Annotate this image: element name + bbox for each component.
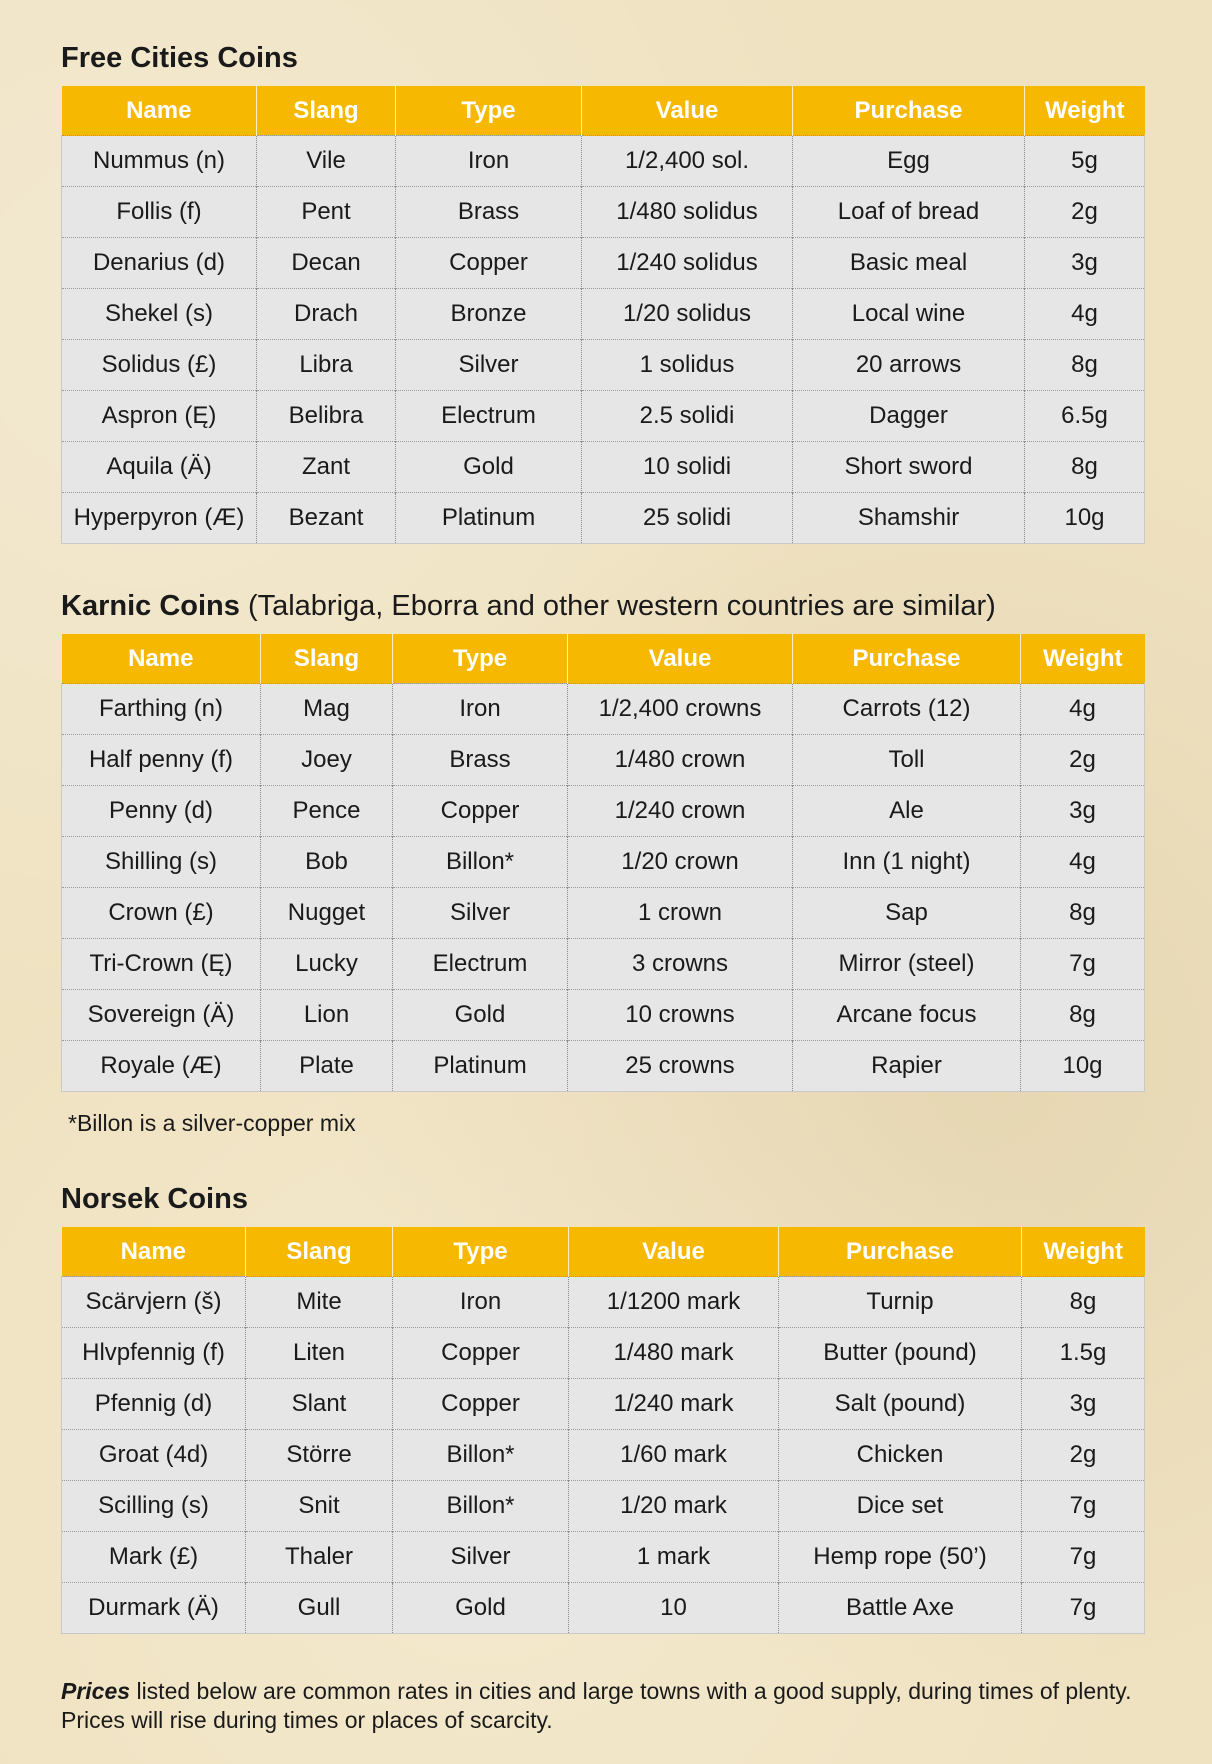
cell-weight: 2g — [1025, 187, 1145, 238]
cell-weight: 10g — [1025, 493, 1145, 544]
col-header-value: Value — [582, 86, 793, 136]
cell-purchase: Dice set — [779, 1481, 1022, 1532]
cell-type: Platinum — [396, 493, 582, 544]
cell-purchase: Local wine — [793, 289, 1025, 340]
cell-name: Groat (4d) — [62, 1430, 246, 1481]
cell-weight: 3g — [1025, 238, 1145, 289]
cell-name: Scilling (s) — [62, 1481, 246, 1532]
cell-slang: Plate — [261, 1041, 393, 1092]
cell-value: 10 — [569, 1583, 779, 1634]
cell-type: Iron — [396, 136, 582, 187]
cell-weight: 4g — [1025, 289, 1145, 340]
section-title: Karnic Coins (Talabriga, Eborra and other western countries are similar) — [61, 590, 996, 622]
cell-weight: 7g — [1022, 1481, 1145, 1532]
cell-name: Aquila (Ä) — [62, 442, 257, 493]
cell-purchase: 20 arrows — [793, 340, 1025, 391]
table-row — [62, 1277, 1145, 1328]
cell-weight: 8g — [1022, 1277, 1145, 1328]
free-cities-section — [61, 40, 1144, 544]
cell-value: 1/240 mark — [569, 1379, 779, 1430]
cell-type: Brass — [393, 735, 568, 786]
cell-name: Penny (d) — [62, 786, 261, 837]
table-row — [62, 1532, 1145, 1583]
cell-slang: Större — [246, 1430, 393, 1481]
cell-value: 2.5 solidi — [582, 391, 793, 442]
cell-slang: Bezant — [257, 493, 396, 544]
cell-value: 1/20 mark — [569, 1481, 779, 1532]
cell-purchase: Arcane focus — [793, 990, 1021, 1041]
cell-name: Sovereign (Ä) — [62, 990, 261, 1041]
table-row — [62, 340, 1145, 391]
cell-value: 10 crowns — [568, 990, 793, 1041]
cell-name: Half penny (f) — [62, 735, 261, 786]
table-row — [62, 1481, 1145, 1532]
table-row — [62, 786, 1145, 837]
cell-weight: 8g — [1021, 990, 1145, 1041]
cell-weight: 8g — [1025, 442, 1145, 493]
cell-name: Denarius (d) — [62, 238, 257, 289]
cell-weight: 8g — [1021, 888, 1145, 939]
cell-type: Iron — [393, 1277, 569, 1328]
section-title: Norsek Coins — [61, 1183, 248, 1215]
cell-value: 1/20 solidus — [582, 289, 793, 340]
cell-value: 1/480 mark — [569, 1328, 779, 1379]
cell-slang: Pence — [261, 786, 393, 837]
cell-type: Silver — [393, 1532, 569, 1583]
cell-value: 25 crowns — [568, 1041, 793, 1092]
table-row — [62, 1379, 1145, 1430]
cell-weight: 6.5g — [1025, 391, 1145, 442]
col-header-name: Name — [62, 86, 257, 136]
cell-name: Pfennig (d) — [62, 1379, 246, 1430]
cell-value: 1/1200 mark — [569, 1277, 779, 1328]
table-row — [62, 1328, 1145, 1379]
cell-name: Follis (f) — [62, 187, 257, 238]
col-header-value: Value — [569, 1227, 779, 1277]
cell-purchase: Carrots (12) — [793, 684, 1021, 735]
table-header-row — [62, 1227, 1145, 1277]
cell-type: Billon* — [393, 837, 568, 888]
cell-slang: Drach — [257, 289, 396, 340]
cell-weight: 5g — [1025, 136, 1145, 187]
cell-value: 1 solidus — [582, 340, 793, 391]
table-row — [62, 187, 1145, 238]
cell-value: 1/240 crown — [568, 786, 793, 837]
cell-name: Mark (£) — [62, 1532, 246, 1583]
cell-value: 1/480 solidus — [582, 187, 793, 238]
cell-slang: Lion — [261, 990, 393, 1041]
cell-purchase: Shamshir — [793, 493, 1025, 544]
cell-purchase: Sap — [793, 888, 1021, 939]
cell-type: Platinum — [393, 1041, 568, 1092]
cell-value: 25 solidi — [582, 493, 793, 544]
cell-weight: 4g — [1021, 837, 1145, 888]
cell-slang: Libra — [257, 340, 396, 391]
col-header-slang: Slang — [246, 1227, 393, 1277]
cell-weight: 1.5g — [1022, 1328, 1145, 1379]
cell-slang: Nugget — [261, 888, 393, 939]
cell-name: Scärvjern (š) — [62, 1277, 246, 1328]
cell-purchase: Butter (pound) — [779, 1328, 1022, 1379]
section-title: Free Cities Coins — [61, 42, 298, 74]
col-header-name: Name — [62, 1227, 246, 1277]
table-row — [62, 888, 1145, 939]
col-header-name: Name — [62, 634, 261, 684]
cell-type: Brass — [396, 187, 582, 238]
cell-purchase: Hemp rope (50’) — [779, 1532, 1022, 1583]
cell-weight: 3g — [1022, 1379, 1145, 1430]
cell-purchase: Rapier — [793, 1041, 1021, 1092]
cell-value: 3 crowns — [568, 939, 793, 990]
billon-footnote: *Billon is a silver-copper mix — [68, 1110, 356, 1136]
cell-slang: Belibra — [257, 391, 396, 442]
cell-type: Gold — [396, 442, 582, 493]
cell-slang: Snit — [246, 1481, 393, 1532]
cell-slang: Decan — [257, 238, 396, 289]
cell-name: Durmark (Ä) — [62, 1583, 246, 1634]
cell-slang: Vile — [257, 136, 396, 187]
cell-type: Electrum — [396, 391, 582, 442]
cell-value: 1/480 crown — [568, 735, 793, 786]
cell-type: Electrum — [393, 939, 568, 990]
cell-value: 1/20 crown — [568, 837, 793, 888]
table-row — [62, 493, 1145, 544]
cell-slang: Thaler — [246, 1532, 393, 1583]
cell-purchase: Salt (pound) — [779, 1379, 1022, 1430]
cell-name: Shekel (s) — [62, 289, 257, 340]
table-row — [62, 1430, 1145, 1481]
cell-purchase: Egg — [793, 136, 1025, 187]
cell-name: Crown (£) — [62, 888, 261, 939]
cell-type: Copper — [396, 238, 582, 289]
cell-value: 1/2,400 sol. — [582, 136, 793, 187]
cell-type: Copper — [393, 1328, 569, 1379]
section-subtitle: (Talabriga, Eborra and other western countries are similar) — [247, 590, 996, 622]
cell-slang: Zant — [257, 442, 396, 493]
table-row — [62, 939, 1145, 990]
col-header-type: Type — [393, 1227, 569, 1277]
col-header-purchase: Purchase — [779, 1227, 1022, 1277]
cell-slang: Pent — [257, 187, 396, 238]
cell-value: 1/2,400 crowns — [568, 684, 793, 735]
cell-purchase: Mirror (steel) — [793, 939, 1021, 990]
cell-name: Hyperpyron (Æ) — [62, 493, 257, 544]
cell-type: Bronze — [396, 289, 582, 340]
cell-name: Farthing (n) — [62, 684, 261, 735]
cell-value: 1 crown — [568, 888, 793, 939]
col-header-type: Type — [393, 634, 568, 684]
cell-purchase: Battle Axe — [779, 1583, 1022, 1634]
col-header-purchase: Purchase — [793, 634, 1021, 684]
cell-value: 1 mark — [569, 1532, 779, 1583]
cell-purchase: Toll — [793, 735, 1021, 786]
cell-slang: Liten — [246, 1328, 393, 1379]
cell-type: Iron — [393, 684, 568, 735]
col-header-slang: Slang — [261, 634, 393, 684]
col-header-value: Value — [568, 634, 793, 684]
table-header-row — [62, 634, 1145, 684]
cell-weight: 10g — [1021, 1041, 1145, 1092]
prices-label: Prices — [61, 1678, 131, 1704]
cell-slang: Slant — [246, 1379, 393, 1430]
cell-purchase: Short sword — [793, 442, 1025, 493]
cell-weight: 7g — [1021, 939, 1145, 990]
cell-name: Aspron (Ę) — [62, 391, 257, 442]
col-header-weight: Weight — [1025, 86, 1145, 136]
prices-text: listed below are common rates in cities and large towns with a good supply, during times of plenty. Prices will rise during times or places of scarcity. — [61, 1678, 1132, 1733]
table-row — [62, 1041, 1145, 1092]
norsek-table — [61, 1227, 1145, 1634]
cell-weight: 3g — [1021, 786, 1145, 837]
cell-slang: Bob — [261, 837, 393, 888]
cell-weight: 2g — [1022, 1430, 1145, 1481]
prices-footer-note — [61, 1677, 1144, 1735]
cell-purchase: Ale — [793, 786, 1021, 837]
col-header-type: Type — [396, 86, 582, 136]
cell-slang: Mite — [246, 1277, 393, 1328]
table-row — [62, 684, 1145, 735]
cell-purchase: Basic meal — [793, 238, 1025, 289]
cell-weight: 2g — [1021, 735, 1145, 786]
table-row — [62, 1583, 1145, 1634]
cell-purchase: Inn (1 night) — [793, 837, 1021, 888]
cell-purchase: Loaf of bread — [793, 187, 1025, 238]
karnic-table — [61, 634, 1145, 1092]
cell-type: Silver — [393, 888, 568, 939]
cell-weight: 8g — [1025, 340, 1145, 391]
cell-slang: Mag — [261, 684, 393, 735]
cell-name: Tri-Crown (Ę) — [62, 939, 261, 990]
cell-weight: 7g — [1022, 1583, 1145, 1634]
cell-value: 1/240 solidus — [582, 238, 793, 289]
table-row — [62, 735, 1145, 786]
cell-name: Solidus (£) — [62, 340, 257, 391]
table-row — [62, 391, 1145, 442]
cell-type: Gold — [393, 1583, 569, 1634]
karnic-section — [61, 588, 1144, 1092]
cell-type: Copper — [393, 1379, 569, 1430]
cell-slang: Joey — [261, 735, 393, 786]
cell-weight: 4g — [1021, 684, 1145, 735]
free-cities-table — [61, 86, 1145, 544]
cell-name: Shilling (s) — [62, 837, 261, 888]
cell-type: Silver — [396, 340, 582, 391]
cell-weight: 7g — [1022, 1532, 1145, 1583]
cell-purchase: Dagger — [793, 391, 1025, 442]
table-row — [62, 289, 1145, 340]
norsek-section — [61, 1181, 1144, 1634]
cell-name: Hlvpfennig (f) — [62, 1328, 246, 1379]
cell-slang: Lucky — [261, 939, 393, 990]
cell-type: Copper — [393, 786, 568, 837]
cell-type: Billon* — [393, 1481, 569, 1532]
cell-name: Royale (Æ) — [62, 1041, 261, 1092]
table-row — [62, 990, 1145, 1041]
table-row — [62, 238, 1145, 289]
table-row — [62, 837, 1145, 888]
table-row — [62, 442, 1145, 493]
cell-value: 1/60 mark — [569, 1430, 779, 1481]
col-header-weight: Weight — [1022, 1227, 1145, 1277]
col-header-slang: Slang — [257, 86, 396, 136]
table-row — [62, 136, 1145, 187]
table-header-row — [62, 86, 1145, 136]
cell-name: Nummus (n) — [62, 136, 257, 187]
col-header-purchase: Purchase — [793, 86, 1025, 136]
cell-purchase: Chicken — [779, 1430, 1022, 1481]
col-header-weight: Weight — [1021, 634, 1145, 684]
cell-slang: Gull — [246, 1583, 393, 1634]
cell-value: 10 solidi — [582, 442, 793, 493]
cell-type: Gold — [393, 990, 568, 1041]
cell-type: Billon* — [393, 1430, 569, 1481]
cell-purchase: Turnip — [779, 1277, 1022, 1328]
